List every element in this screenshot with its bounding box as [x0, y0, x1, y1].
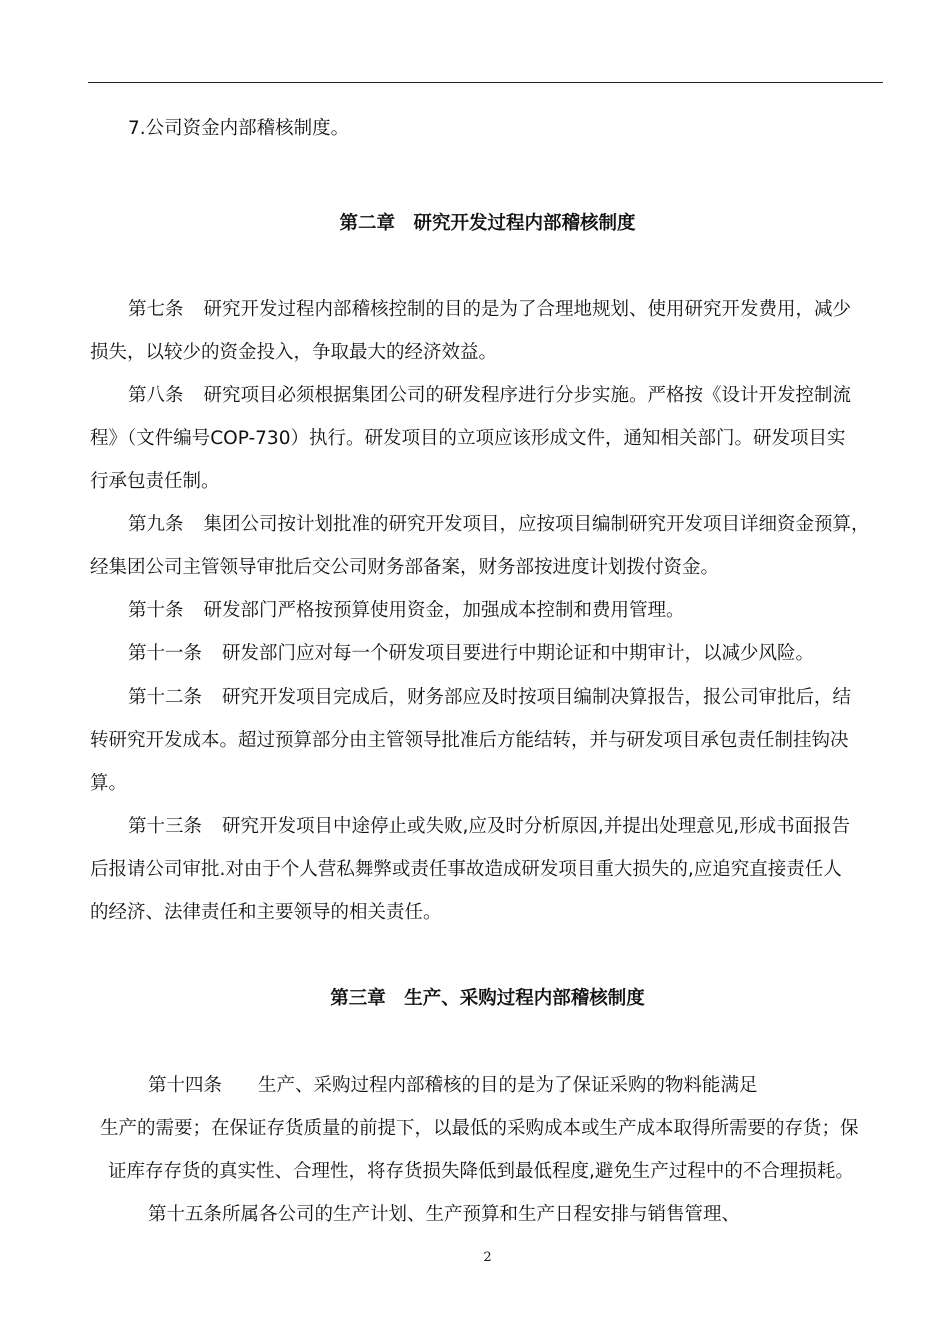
chapter-3-title: 第三章 生产、采购过程内部稽核制度	[330, 988, 645, 1009]
article-9-line-1: 第九条 集团公司按计划批准的研究开发项目，应按项目编制研究开发项目详细资金预算，	[128, 514, 870, 535]
article-12-line-2: 转研究开发成本。超过预算部分由主管领导批准后方能结转，并与研发项目承包责任制挂钩决	[90, 730, 849, 751]
article-10-line-1: 第十条 研发部门严格按预算使用资金，加强成本控制和费用管理。	[128, 600, 685, 621]
article-12-line-1: 第十二条 研究开发项目完成后，财务部应及时按项目编制决算报告，报公司审批后，结	[128, 687, 852, 708]
chapter-2-title: 第二章 研究开发过程内部稽核制度	[339, 213, 636, 234]
article-12-line-3: 算。	[90, 773, 128, 794]
article-14-line-2: 生产的需要；在保证存货质量的前提下，以最低的采购成本或生产成本取得所需要的存货；保	[100, 1118, 859, 1139]
article-13-line-2: 后报请公司审批.对由于个人营私舞弊或责任事故造成研发项目重大损失的,应追究直接责任人	[90, 859, 842, 880]
article-15-line-1: 第十五条所属各公司的生产计划、生产预算和生产日程安排与销售管理、	[148, 1204, 741, 1225]
article-7-line-2: 损失，以较少的资金投入，争取最大的经济效益。	[90, 342, 498, 363]
article-8-line-1: 第八条 研究项目必须根据集团公司的研发程序进行分步实施。严格按《设计开发控制流	[128, 385, 852, 406]
article-13-line-1: 第十三条 研究开发项目中途停止或失败,应及时分析原因,并提出处理意见,形成书面报告	[128, 816, 851, 837]
article-7-line-1: 第七条 研究开发过程内部稽核控制的目的是为了合理地规划、使用研究开发费用，减少	[128, 299, 852, 320]
page-number: 2	[483, 1250, 492, 1265]
article-8-line-3: 行承包责任制。	[90, 471, 220, 492]
article-11-line-1: 第十一条 研发部门应对每一个研发项目要进行中期论证和中期审计，以减少风险。	[128, 643, 815, 664]
article-13-line-3: 的经济、法律责任和主要领导的相关责任。	[90, 902, 442, 923]
article-14-line-1: 第十四条 生产、采购过程内部稽核的目的是为了保证采购的物料能满足	[148, 1075, 758, 1096]
article-9-line-2: 经集团公司主管领导审批后交公司财务部备案，财务部按进度计划拨付资金。	[90, 557, 720, 578]
intro-line: 7.公司资金内部稽核制度。	[128, 118, 350, 139]
article-14-line-3: 证库存存货的真实性、合理性，将存货损失降低到最低程度,避免生产过程中的不合理损耗。	[108, 1161, 854, 1182]
header-rule	[88, 82, 883, 83]
article-8-line-2: 程》（文件编号COP-730）执行。研发项目的立项应该形成文件，通知相关部门。研发项目实	[90, 428, 846, 449]
